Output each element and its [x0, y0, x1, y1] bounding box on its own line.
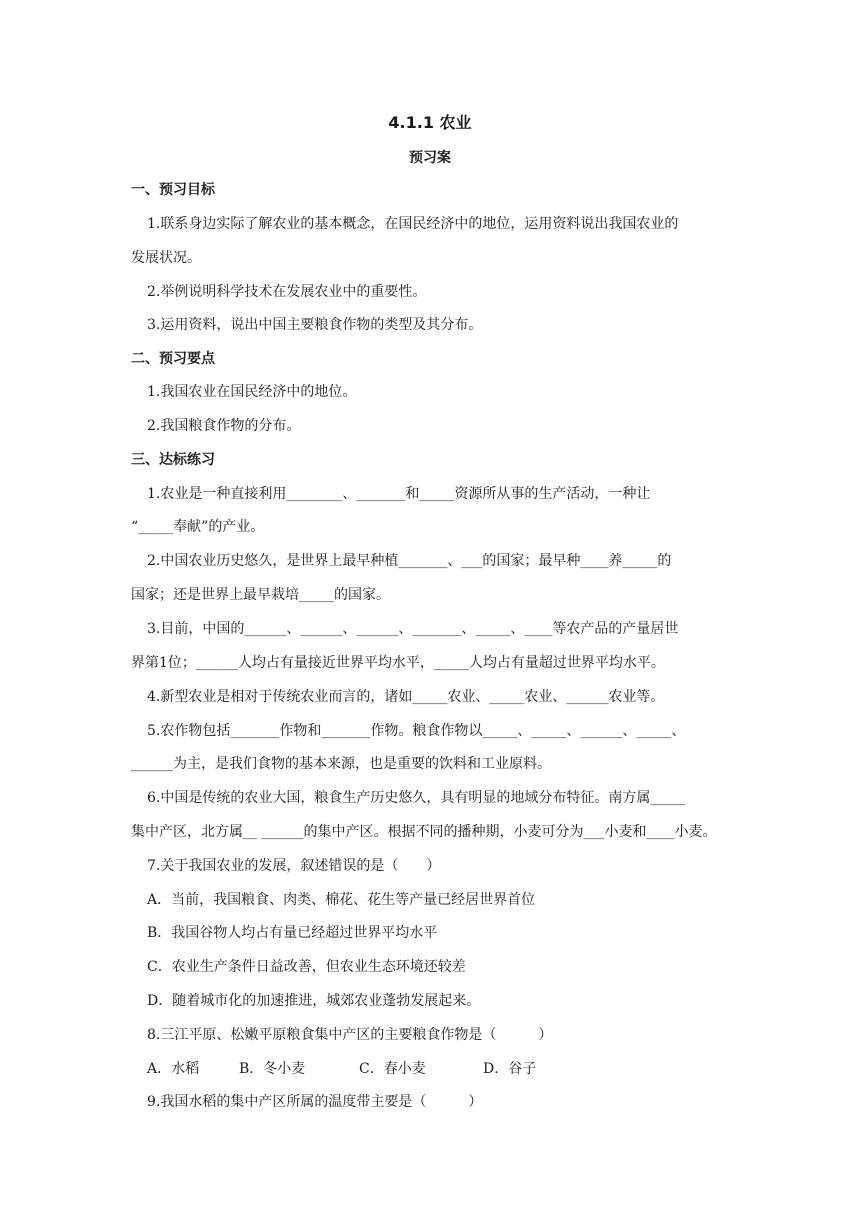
- question-7-option-a: A．当前，我国粮食、肉类、棉花、花生等产量已经居世界首位: [147, 892, 536, 908]
- question-2-line-2: 国家；还是世界上最早栽培_____的国家。: [131, 587, 390, 603]
- question-4: 4.新型农业是相对于传统农业而言的，诸如_____农业、_____农业、______农业等。: [147, 689, 665, 705]
- question-7-option-b: B．我国谷物人均占有量已经超过世界平均水平: [147, 925, 438, 941]
- question-8-option-d: D．谷子: [483, 1061, 537, 1077]
- question-8-option-b: B．冬小麦: [239, 1061, 306, 1077]
- question-3-line-2: 界第1位；______人均占有量接近世界平均水平，_____人均占有量超过世界平均水平。: [131, 655, 665, 671]
- question-9: 9.我国水稻的集中产区所属的温度带主要是（ ）: [147, 1094, 483, 1110]
- question-7-option-c: C．农业生产条件日益改善，但农业生态环境还较差: [147, 959, 466, 975]
- goal-1-line-1: 1.联系身边实际了解农业的基本概念，在国民经济中的地位，运用资料说出我国农业的: [147, 216, 679, 232]
- question-5-line-1: 5.农作物包括_______作物和_______作物。粮食作物以_____、_____、______、_____、: [147, 723, 686, 739]
- section-heading-goals: 一、预习目标: [131, 182, 215, 198]
- keypoint-1: 1.我国农业在国民经济中的地位。: [147, 384, 357, 400]
- page-title: 4.1.1 农业: [388, 113, 472, 132]
- question-7: 7.关于我国农业的发展，叙述错误的是（ ）: [147, 858, 441, 874]
- question-8-option-a: A．水稻: [147, 1061, 200, 1077]
- section-heading-exercises: 三、达标练习: [131, 452, 215, 468]
- goal-3: 3.运用资料，说出中国主要粮食作物的类型及其分布。: [147, 317, 483, 333]
- goal-1-line-2: 发展状况。: [131, 250, 201, 266]
- goal-2: 2.举例说明科学技术在发展农业中的重要性。: [147, 284, 427, 300]
- section-heading-keypoints: 二、预习要点: [131, 351, 215, 367]
- question-8: 8.三江平原、松嫩平原粮食集中产区的主要粮食作物是（ ）: [147, 1027, 553, 1043]
- question-1-line-2: “_____奉献”的产业。: [131, 519, 265, 535]
- keypoint-2: 2.我国粮食作物的分布。: [147, 418, 301, 434]
- question-6-line-1: 6.中国是传统的农业大国，粮食生产历史悠久，具有明显的地域分布特征。南方属_____: [147, 790, 686, 806]
- question-1-line-1: 1.农业是一种直接利用________、_______和_____资源所从事的生产活动，一种让: [147, 486, 651, 502]
- question-3-line-1: 3.目前，中国的______、______、______、_______、_____、____等农产品的产量居世: [147, 621, 679, 637]
- question-8-option-c: C．春小麦: [359, 1061, 426, 1077]
- question-5-line-2: ______为主，是我们食物的基本来源，也是重要的饮料和工业原料。: [131, 756, 551, 772]
- question-6-line-2: 集中产区，北方属__ ______的集中产区。根据不同的播种期，小麦可分为___小麦和____小麦。: [131, 824, 717, 840]
- question-8-options: [147, 1059, 737, 1079]
- page-subtitle: 预习案: [409, 150, 451, 166]
- question-2-line-1: 2.中国农业历史悠久，是世界上最早种植_______、___的国家；最早种____养_____的: [147, 553, 672, 569]
- question-7-option-d: D．随着城市化的加速推进，城郊农业蓬勃发展起来。: [147, 993, 481, 1009]
